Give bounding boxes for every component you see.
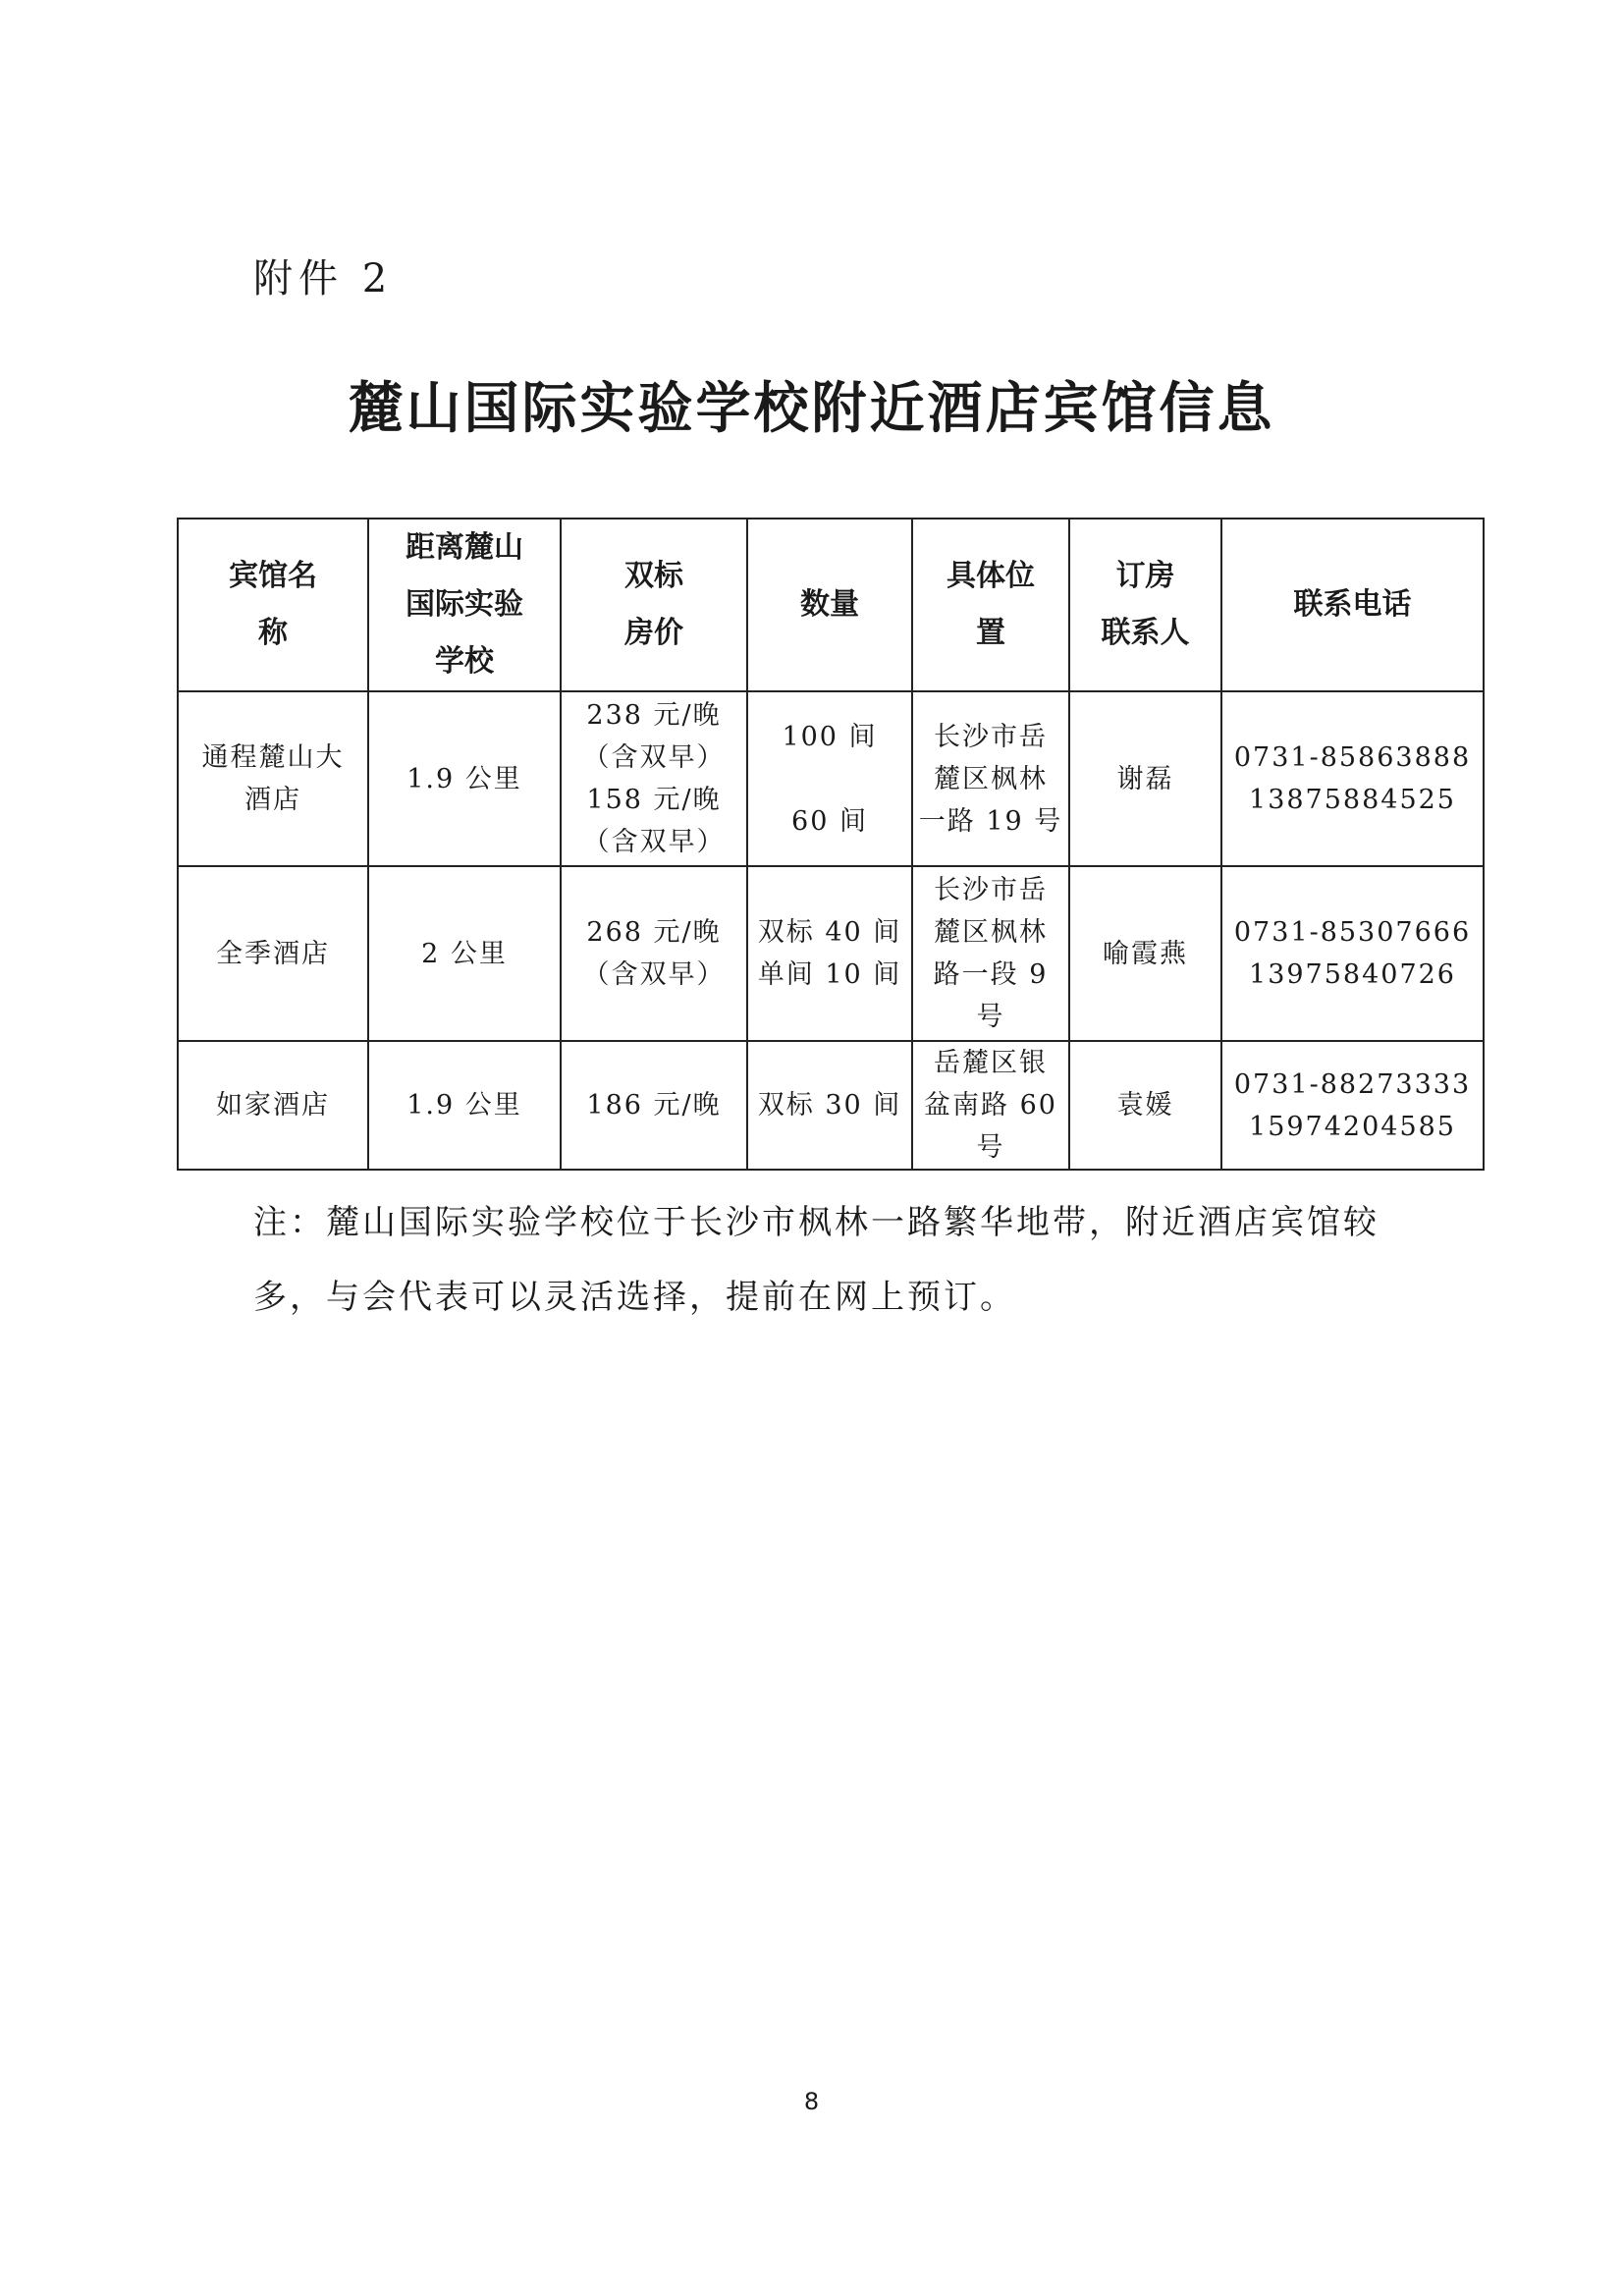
hotel-name-cell: 全季酒店	[178, 866, 368, 1041]
header-quantity: 数量	[747, 519, 912, 691]
header-contact: 订房 联系人	[1069, 519, 1221, 691]
distance-cell: 1.9 公里	[368, 1041, 561, 1170]
quantity-cell: 100 间 60 间	[747, 691, 912, 866]
table-row	[178, 866, 1484, 1041]
page-title: 麓山国际实验学校附近酒店宾馆信息	[348, 377, 1275, 441]
hotel-name-cell: 通程麓山大 酒店	[178, 691, 368, 866]
header-hotel-name: 宾馆名 称	[178, 519, 368, 691]
header-location: 具体位 置	[912, 519, 1069, 691]
header-distance: 距离麓山 国际实验 学校	[368, 519, 561, 691]
price-cell: 238 元/晚 （含双早） 158 元/晚 （含双早）	[561, 691, 747, 866]
attachment-label: 附件 2	[253, 256, 394, 301]
quantity-cell: 双标 30 间	[747, 1041, 912, 1170]
header-phone: 联系电话	[1221, 519, 1484, 691]
location-cell: 长沙市岳 麓区枫林 路一段 9 号	[912, 866, 1069, 1041]
contact-cell: 喻霞燕	[1069, 866, 1221, 1041]
distance-cell: 2 公里	[368, 866, 561, 1041]
location-cell: 岳麓区银 盆南路 60 号	[912, 1041, 1069, 1170]
contact-cell: 袁媛	[1069, 1041, 1221, 1170]
price-cell: 186 元/晚	[561, 1041, 747, 1170]
price-cell: 268 元/晚 （含双早）	[561, 866, 747, 1041]
table-row	[178, 691, 1484, 866]
contact-cell: 谢磊	[1069, 691, 1221, 866]
hotel-name-cell: 如家酒店	[178, 1041, 368, 1170]
distance-cell: 1.9 公里	[368, 691, 561, 866]
footnote: 注：麓山国际实验学校位于长沙市枫林一路繁华地带，附近酒店宾馆较多，与会代表可以灵活选择，提前在网上预订。	[253, 1203, 1380, 1317]
header-price: 双标 房价	[561, 519, 747, 691]
location-cell: 长沙市岳 麓区枫林 一路 19 号	[912, 691, 1069, 866]
hotel-table	[177, 518, 1485, 1171]
table-row	[178, 1041, 1484, 1170]
phone-cell: 0731-88273333 15974204585	[1221, 1041, 1484, 1170]
quantity-cell: 双标 40 间 单间 10 间	[747, 866, 912, 1041]
page-number: 8	[803, 2088, 820, 2115]
table-header-row	[178, 519, 1484, 691]
phone-cell: 0731-85863888 13875884525	[1221, 691, 1484, 866]
phone-cell: 0731-85307666 13975840726	[1221, 866, 1484, 1041]
